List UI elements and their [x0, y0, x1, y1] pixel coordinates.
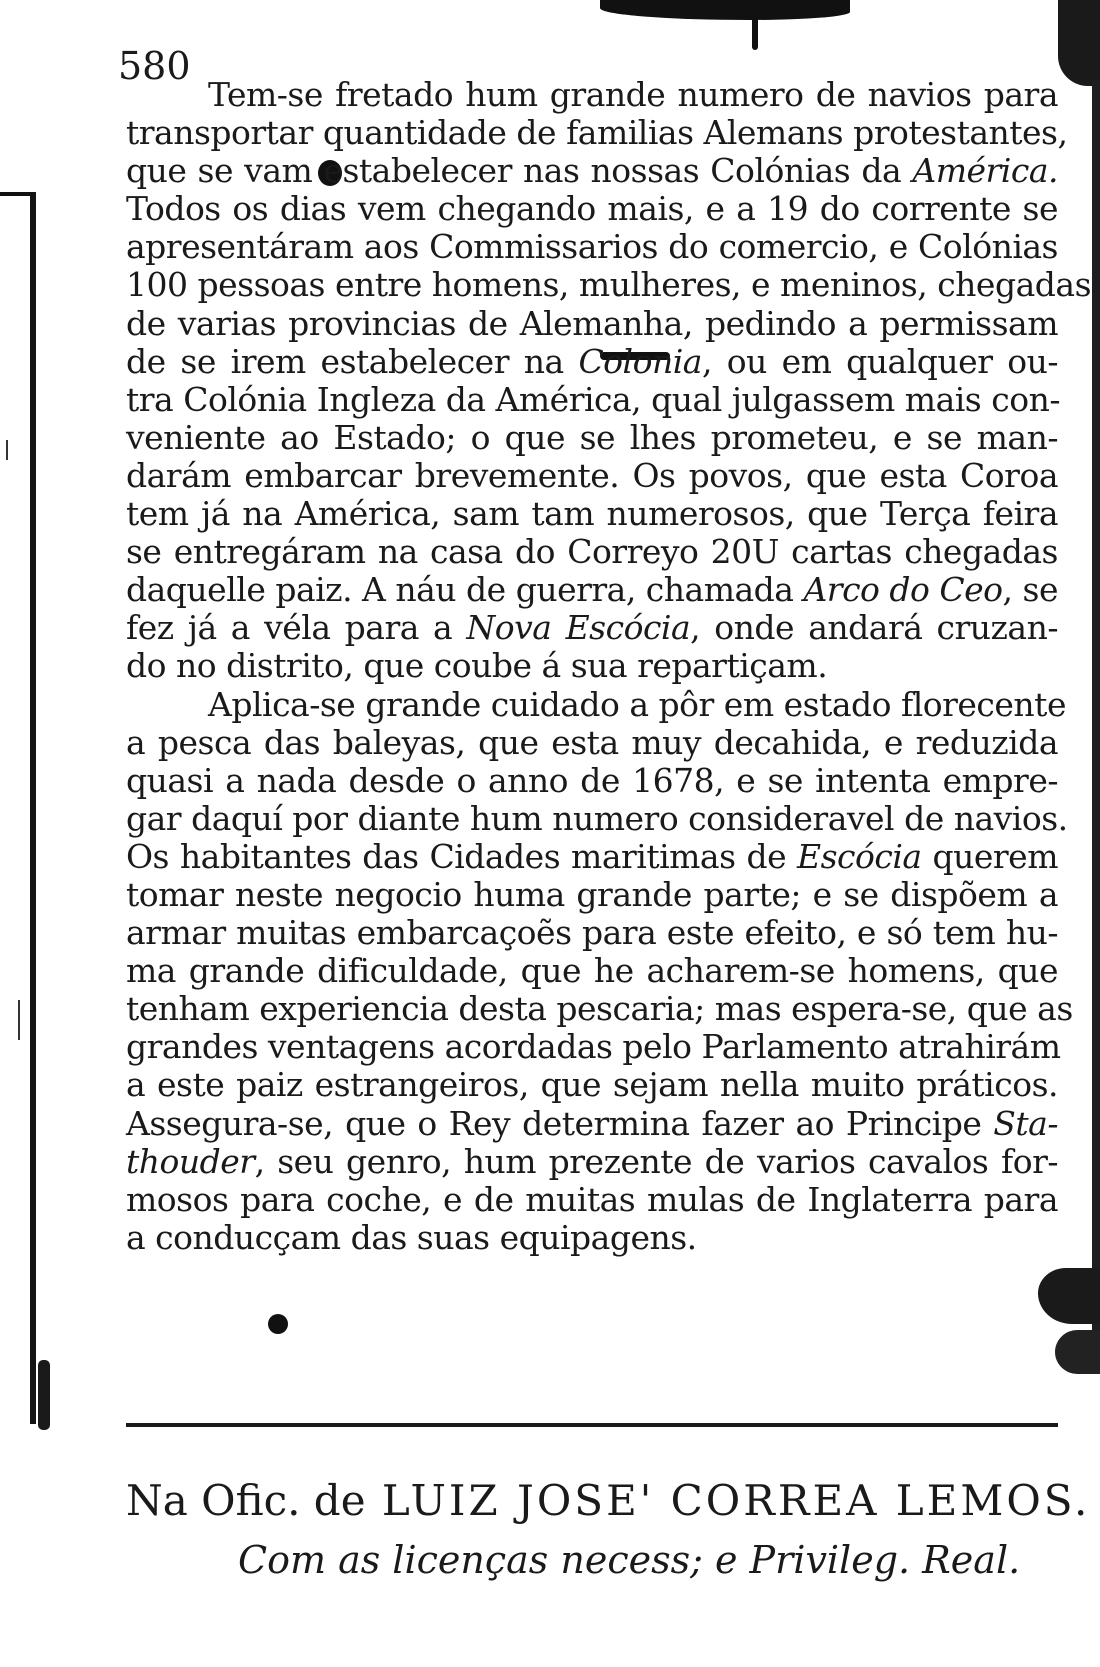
text-line: thouder, seu genro, hum prezente de varios cavalos for-	[126, 1141, 1058, 1181]
scan-blot-right-lower	[1055, 1330, 1100, 1374]
text-line: de varias provincias de Alemanha, pedindo a permissam	[126, 303, 1058, 343]
ink-smudge	[268, 1314, 288, 1334]
scan-edge-right	[1092, 80, 1100, 1350]
text-line: armar muitas embarcaçoẽs para este efeito, e só tem hu-	[126, 913, 1058, 953]
text-line: quasi a nada desde o anno de 1678, e se intenta empre-	[126, 760, 1058, 800]
scan-border-top-left	[0, 192, 34, 196]
text-line: Aplica-se grande cuidado a pôr em estado florecente	[208, 684, 1066, 724]
text-line: 100 pessoas entre homens, mulheres, e meninos, chegadas	[126, 265, 1091, 305]
office-abbrev: Na Ofic. de	[126, 1476, 366, 1525]
text-line: transportar quantidade de familias Alemans protestantes,	[126, 113, 1068, 153]
paragraph-1	[126, 75, 1091, 686]
text-line: Todos os dias vem chegando mais, e a 19 do corrente se	[126, 189, 1058, 229]
scan-dash	[18, 1000, 20, 1040]
scan-blot-right	[1038, 1268, 1100, 1324]
scan-dash	[6, 440, 8, 460]
text-line: tomar neste negocio huma grande parte; e se dispõem a	[126, 874, 1058, 914]
article-text	[126, 75, 1091, 1257]
text-line: fez já a véla para a Nova Escócia, onde andará cruzan-	[126, 608, 1059, 648]
text-line: mosos para coche, e de muitas mulas de Inglaterra para	[126, 1179, 1058, 1219]
text-line: apresentáram aos Commissarios do comercio, e Colónias	[126, 227, 1058, 267]
horizontal-rule	[126, 1423, 1058, 1427]
text-line: ma grande dificuldade, que he acharem-se homens, que	[126, 951, 1058, 991]
scan-blot-left	[38, 1360, 50, 1430]
text-line: tem já na América, sam tam numerosos, que Terça feira	[126, 494, 1058, 534]
text-line: a este paiz estrangeiros, que sejam nella muito práticos.	[126, 1065, 1058, 1105]
text-line: a conducçam das suas equipagens.	[126, 1217, 697, 1257]
text-line: a pesca das baleyas, que esta muy decahida, e reduzida	[126, 722, 1058, 762]
page-number: 580	[118, 44, 191, 88]
text-line: de se irem estabelecer na Colonia, ou em qualquer ou-	[126, 341, 1059, 381]
text-line: gar daquí por diante hum numero consideravel de navios.	[126, 798, 1068, 838]
paragraph-2	[126, 684, 1073, 1257]
text-line: do no distrito, que coube á sua repartiçam.	[126, 646, 828, 686]
text-line: Os habitantes das Cidades maritimas de Escócia querem	[126, 836, 1058, 876]
text-line: grandes ventagens acordadas pelo Parlamento atrahirám	[126, 1027, 1061, 1067]
text-line: que se vam estabelecer nas nossas Colónias da América.	[126, 151, 1058, 191]
text-line: Tem-se fretado hum grande numero de navios para	[208, 75, 1058, 114]
scan-smear-drip	[752, 14, 758, 50]
text-line: Assegura-se, que o Rey determina fazer ao Principe Sta-	[126, 1103, 1058, 1143]
text-line: darám embarcar brevemente. Os povos, que esta Coroa	[126, 455, 1058, 495]
text-line: veniente ao Estado; o que se lhes prometeu, e se man-	[126, 417, 1058, 457]
text-line: tra Colónia Ingleza da América, qual julgassem mais con-	[126, 379, 1060, 419]
printer-imprint	[126, 1476, 1091, 1526]
scan-smear-top	[600, 0, 850, 20]
scan-corner-top-right	[1058, 0, 1100, 86]
licenses-line: Com as licenças necess; e Privileg. Real.	[238, 1538, 1021, 1582]
text-line: tenham experiencia desta pescaria; mas espera-se, que as	[126, 989, 1073, 1029]
text-line: se entregáram na casa do Correyo 20U cartas chegadas	[126, 532, 1058, 572]
printer-name: LUIZ JOSE' CORREA LEMOS.	[381, 1476, 1091, 1525]
text-line: daquelle paiz. A náu de guerra, chamada Arco do Ceo, se	[126, 570, 1058, 610]
scan-border-left	[30, 192, 36, 1424]
